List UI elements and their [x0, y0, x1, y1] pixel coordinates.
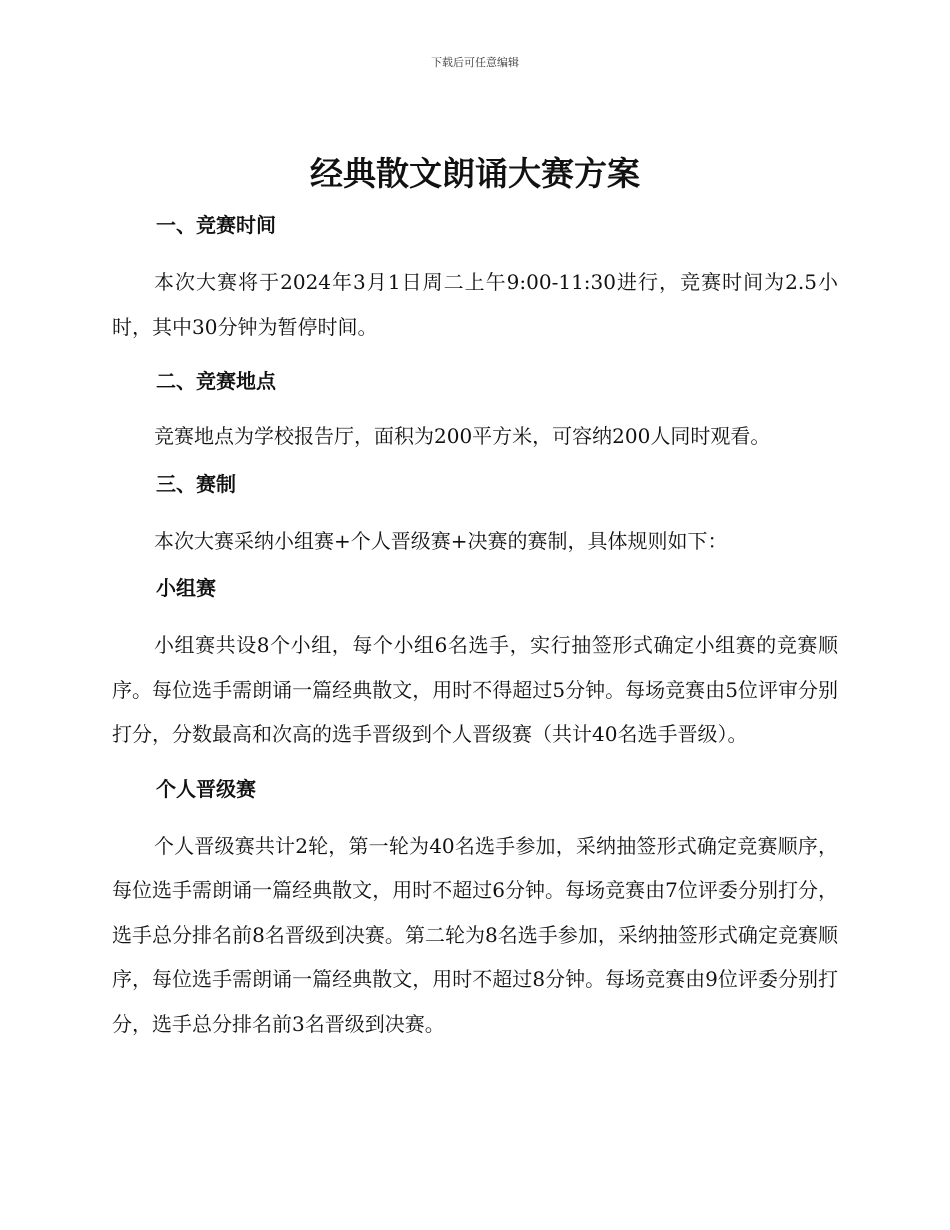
section-heading-group: 小组赛: [156, 576, 216, 600]
section-body-format: 本次大赛采纳小组赛+个人晋级赛+决赛的赛制，具体规则如下：: [154, 528, 728, 553]
document-title: 经典散文朗诵大赛方案: [310, 154, 640, 193]
header-note: 下载后可任意编辑: [431, 56, 519, 69]
section-heading-individual: 个人晋级赛: [156, 776, 256, 801]
section-heading-venue: 二、竞赛地点: [156, 369, 276, 393]
section-body-time: 本次大赛将于2024年3月1日周二上午9:00-11:30进行，竞赛时间为2.5小时，其中30分钟为暂停时间。: [112, 270, 838, 339]
section-body-group: 小组赛共设8个小组，每个小组6名选手，实行抽签形式确定小组赛的竞赛顺序。每位选手需朗诵一篇经典散文，用时不得超过5分钟。每场竞赛由5位评审分别打分，分数最高和次高的选手晋级到个人晋级赛（共计40名选手晋级）。: [112, 633, 838, 746]
section-heading-format: 三、赛制: [156, 471, 236, 496]
document-content: [112, 148, 838, 1046]
section-heading-time: 一、竞赛时间: [156, 213, 276, 237]
section-body-individual: 个人晋级赛共计2轮，第一轮为40名选手参加，采纳抽签形式确定竞赛顺序，每位选手需朗诵一篇经典散文，用时不超过6分钟。每场竞赛由7位评委分别打分，选手总分排名前8名晋级到决赛。第二轮为8名选手参加，采纳抽签形式确定竞赛顺序，每位选手需朗诵一篇经典散文，用时不超过8分钟。每场竞赛由9位评委分别打分，选手总分排名前3名晋级到决赛。: [112, 833, 838, 1036]
section-body-venue: 竞赛地点为学校报告厅，面积为200平方米，可容纳200人同时观看。: [154, 424, 771, 448]
